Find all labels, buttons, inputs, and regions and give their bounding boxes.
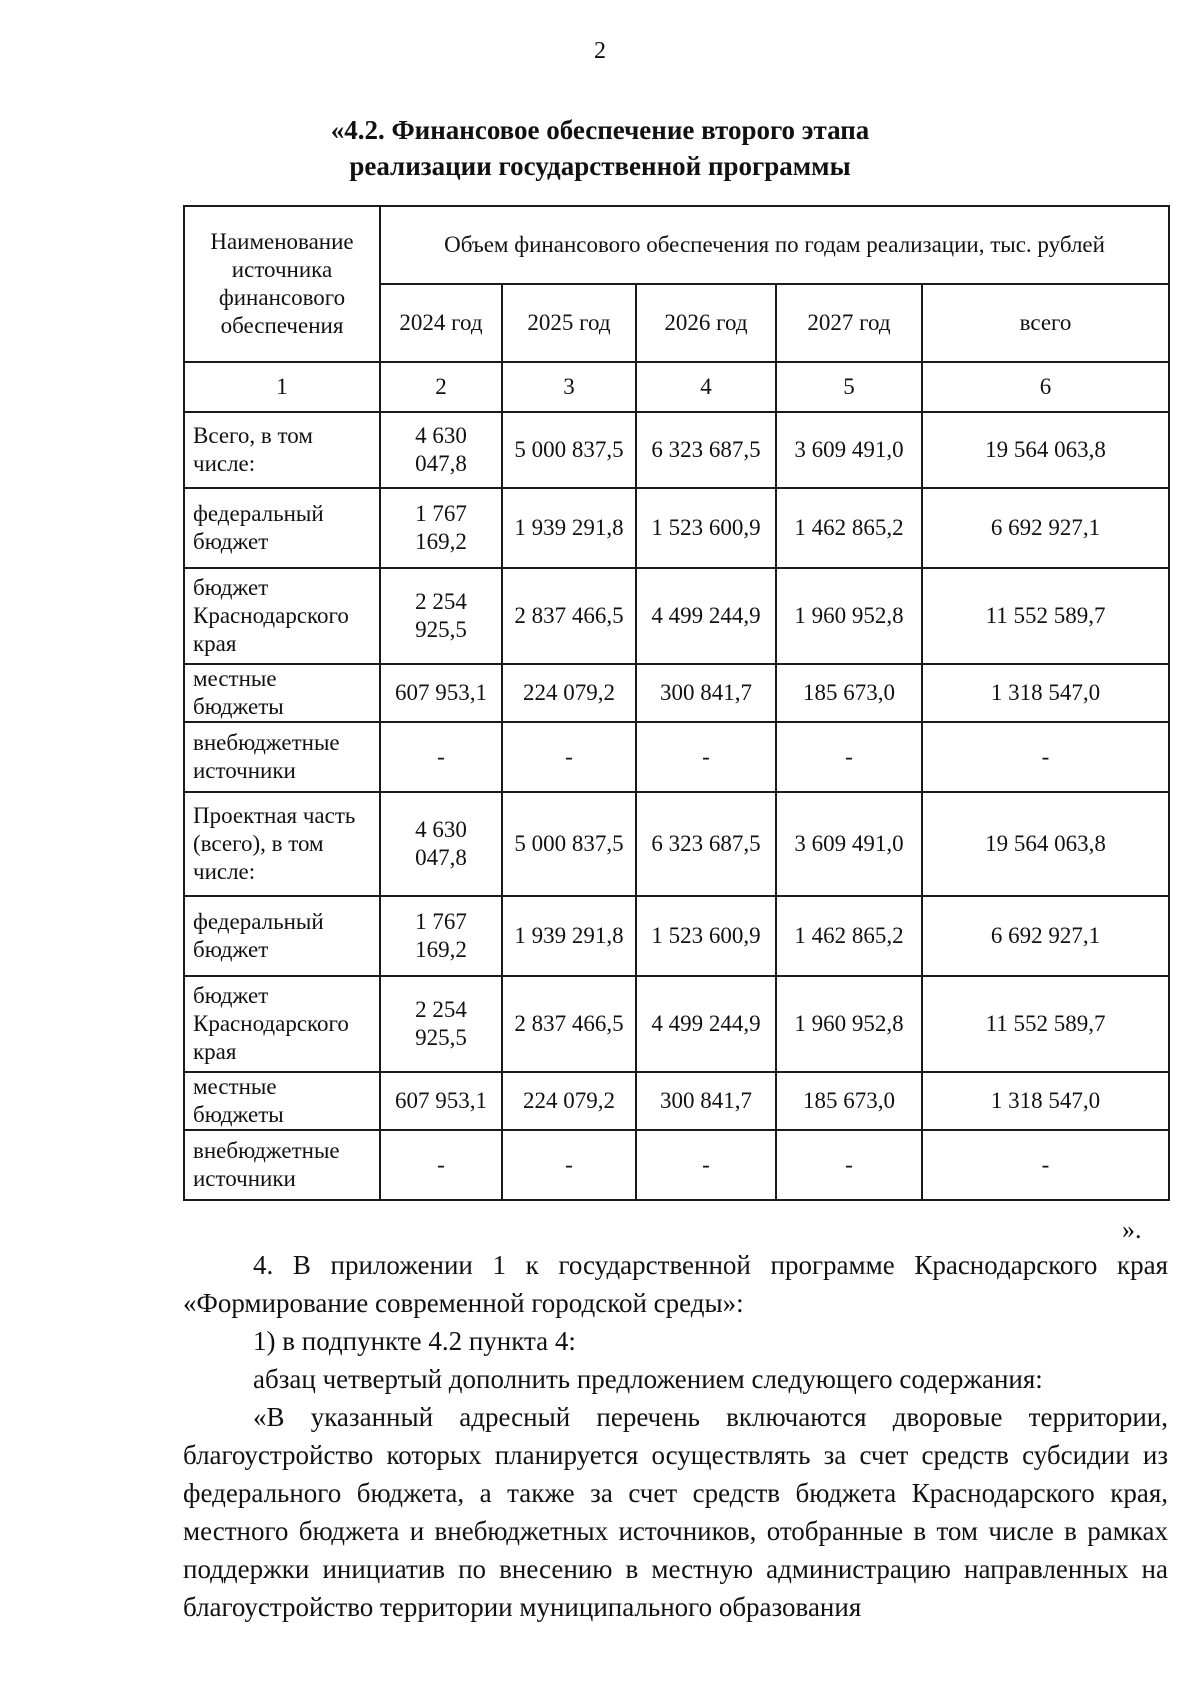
header-year: 2025 год [502,284,636,362]
row-year-value: 2 254 925,5 [380,976,502,1072]
row-total-value: 11 552 589,7 [922,568,1169,664]
row-year-value: 4 630 047,8 [380,792,502,896]
row-year-value: - [502,722,636,792]
table-row [184,664,1169,722]
row-total-value: 19 564 063,8 [922,792,1169,896]
column-number: 3 [502,362,636,412]
closing-quote: ». [1122,1215,1142,1244]
column-number: 2 [380,362,502,412]
header-total: всего [922,284,1169,362]
table-body [184,412,1169,1200]
row-year-value: 5 000 837,5 [502,412,636,488]
section-title-line-2: реализации государственной программы [349,151,851,181]
row-year-value: 224 079,2 [502,1072,636,1130]
row-year-value: 2 837 466,5 [502,568,636,664]
row-year-value: - [380,1130,502,1200]
header-year: 2024 год [380,284,502,362]
row-source-name: местные бюджеты [184,664,380,722]
row-year-value: 4 499 244,9 [636,568,776,664]
row-total-value: 11 552 589,7 [922,976,1169,1072]
row-year-value: - [636,1130,776,1200]
paragraph: абзац четвертый дополнить предложением следующего содержания: [253,1364,1043,1394]
header-year: 2027 год [776,284,922,362]
row-year-value: 4 499 244,9 [636,976,776,1072]
row-source-name: местные бюджеты [184,1072,380,1130]
row-year-value: 2 837 466,5 [502,976,636,1072]
row-year-value: 1 767 169,2 [380,488,502,568]
table-row [184,896,1169,976]
table-row [184,412,1169,488]
row-year-value: 1 523 600,9 [636,896,776,976]
row-year-value: 607 953,1 [380,664,502,722]
section-title [0,112,1200,184]
column-number: 6 [922,362,1169,412]
header-row-1 [184,206,1169,284]
column-number: 4 [636,362,776,412]
row-total-value: 19 564 063,8 [922,412,1169,488]
table-row [184,568,1169,664]
paragraph: 4. В приложении 1 к государственной программе Краснодарского края «Формирование современной городской среды»: [183,1250,1168,1318]
row-year-value: 300 841,7 [636,1072,776,1130]
table-row [184,488,1169,568]
row-year-value: 1 960 952,8 [776,568,922,664]
row-year-value: 1 462 865,2 [776,488,922,568]
section-title-line-1: «4.2. Финансовое обеспечение второго этапа [330,115,870,145]
row-source-name: бюджет Краснодарского края [184,976,380,1072]
row-year-value: 224 079,2 [502,664,636,722]
header-source: Наименование источника финансового обеспечения [184,206,380,362]
header-year: 2026 год [636,284,776,362]
table-row [184,1130,1169,1200]
table-row [184,976,1169,1072]
row-source-name: федеральный бюджет [184,488,380,568]
column-number: 5 [776,362,922,412]
row-year-value: 1 939 291,8 [502,896,636,976]
row-total-value: 6 692 927,1 [922,896,1169,976]
row-total-value: 1 318 547,0 [922,1072,1169,1130]
row-year-value: 3 609 491,0 [776,792,922,896]
page-number: 2 [594,38,606,64]
row-year-value: - [380,722,502,792]
row-total-value: - [922,1130,1169,1200]
row-year-value: 3 609 491,0 [776,412,922,488]
row-total-value: 6 692 927,1 [922,488,1169,568]
row-total-value: - [922,722,1169,792]
column-number: 1 [184,362,380,412]
row-year-value: 607 953,1 [380,1072,502,1130]
row-source-name: Проектная часть (всего), в том числе: [184,792,380,896]
row-source-name: бюджет Краснодарского края [184,568,380,664]
row-year-value: 6 323 687,5 [636,412,776,488]
paragraph: «В указанный адресный перечень включаются дворовые территории, благоустройство которых планируется осуществлять за счет средств субсидии из федерального бюджета, а также за счет средств бюджета Краснодарского края, местного бюджета и внебюджетных источников, отобранные в том числе в рамках поддержки инициатив по внесению в местную администрацию направленных на благоустройство территории муниципального образования [183,1402,1168,1622]
financing-table [183,205,1170,1201]
row-year-value: 300 841,7 [636,664,776,722]
table-row [184,792,1169,896]
row-year-value: - [776,722,922,792]
row-year-value: 1 939 291,8 [502,488,636,568]
table-row [184,1072,1169,1130]
row-year-value: 1 523 600,9 [636,488,776,568]
row-year-value: - [636,722,776,792]
row-year-value: 1 462 865,2 [776,896,922,976]
row-source-name: внебюджетные источники [184,722,380,792]
row-source-name: федеральный бюджет [184,896,380,976]
column-number-row [184,362,1169,412]
row-year-value: 4 630 047,8 [380,412,502,488]
row-year-value: 6 323 687,5 [636,792,776,896]
row-year-value: - [502,1130,636,1200]
row-source-name: внебюджетные источники [184,1130,380,1200]
table-row [184,722,1169,792]
header-volume: Объем финансового обеспечения по годам реализации, тыс. рублей [380,206,1169,284]
row-total-value: 1 318 547,0 [922,664,1169,722]
paragraph: 1) в подпункте 4.2 пункта 4: [253,1326,576,1356]
body-text [183,1246,1168,1626]
row-year-value: 1 960 952,8 [776,976,922,1072]
row-year-value: 5 000 837,5 [502,792,636,896]
row-year-value: - [776,1130,922,1200]
row-year-value: 2 254 925,5 [380,568,502,664]
row-year-value: 185 673,0 [776,1072,922,1130]
row-year-value: 1 767 169,2 [380,896,502,976]
row-source-name: Всего, в том числе: [184,412,380,488]
row-year-value: 185 673,0 [776,664,922,722]
